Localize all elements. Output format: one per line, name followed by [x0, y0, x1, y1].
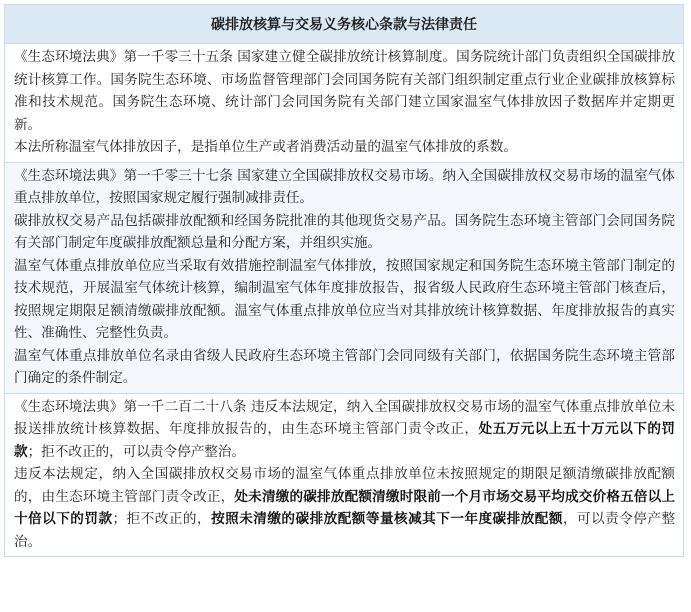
article-section-3 [5, 394, 683, 557]
paragraph-text: 温室气体重点排放单位应当采取有效措施控制温室气体排放，按照国家规定和国务院生态环境主管部门制定的技术规范，开展温室气体统计核算，编制温室气体年度排放报告，报省级人民政府生态环境主管部门核查后，按照规定期限足额清缴碳排放配额。温室气体重点排放单位应当对其排放统计核算数据、年度排放报告的真实性、准确性、完整性负责。 [14, 257, 675, 341]
article-paragraph [14, 136, 675, 159]
article-paragraph [14, 463, 675, 553]
article-section-2 [5, 163, 683, 394]
paragraph-text: 违反本法规定，纳入全国碳排放权交易市场的温室气体重点排放单位未按照规定的期限足额清缴碳排放配额的，由生态环境主管部门责令改正， [14, 466, 675, 505]
paragraph-text: ；拒不改正的， [112, 511, 212, 527]
paragraph-text: 本法所称温室气体排放因子，是指单位生产或者消费活动量的温室气体排放的系数。 [14, 139, 517, 155]
paragraph-text: 《生态环境法典》第一千零三十七条 国家建立全国碳排放权交易市场。纳入全国碳排放权交易市场的温室气体重点排放单位，按照国家规定履行强制减排责任。 [14, 167, 675, 206]
article-paragraph [14, 255, 675, 345]
sections-container [5, 44, 683, 556]
article-paragraph [14, 345, 675, 390]
paragraph-text: 温室气体重点排放单位名录由省级人民政府生态环境主管部门会同同级有关部门，依据国务院生态环境主管部门确定的条件制定。 [14, 347, 675, 386]
provisions-table [4, 4, 684, 557]
article-paragraph [14, 46, 675, 136]
paragraph-text: 《生态环境法典》第一千二百二十八条 违反本法规定，纳入全国碳排放权交易市场的温室气体重点排放单位未报送排放统计核算数据、年度排放报告的，由生态环境主管部门责令改正， [14, 398, 675, 437]
paragraph-text: 《生态环境法典》第一千零三十五条 国家建立健全碳排放统计核算制度。国务院统计部门负责组织全国碳排放统计核算工作。国务院生态环境、市场监督管理部门会同国务院有关部门组织制定重点行业企业碳排放核算标准和技术规范。国务院生态环境、统计部门会同国务院有关部门建立国家温室气体排放因子数据库并定期更新。 [14, 49, 675, 133]
article-paragraph [14, 210, 675, 255]
article-paragraph [14, 165, 675, 210]
paragraph-text: ，可以责令停产整治。 [14, 511, 676, 550]
article-paragraph [14, 396, 675, 464]
article-section-1 [5, 44, 683, 163]
penalty-emphasis: 处未清缴的碳排放配额清缴时限前一个月市场交易平均成交价格五倍以上十倍以下的罚款 [14, 488, 676, 527]
paragraph-text: 碳排放权交易产品包括碳排放配额和经国务院批准的其他现货交易产品。国务院生态环境主管部门会同国务院有关部门制定年度碳排放配额总量和分配方案，并组织实施。 [14, 212, 675, 251]
paragraph-text: ；拒不改正的，可以责令停产整治。 [27, 443, 246, 460]
penalty-emphasis: 处五万元以上五十万元以下的罚款 [14, 421, 676, 460]
penalty-emphasis: 按照未清缴的碳排放配额等量核减其下一年度碳排放配额 [211, 511, 563, 527]
table-title: 碳排放核算与交易义务核心条款与法律责任 [5, 5, 683, 44]
